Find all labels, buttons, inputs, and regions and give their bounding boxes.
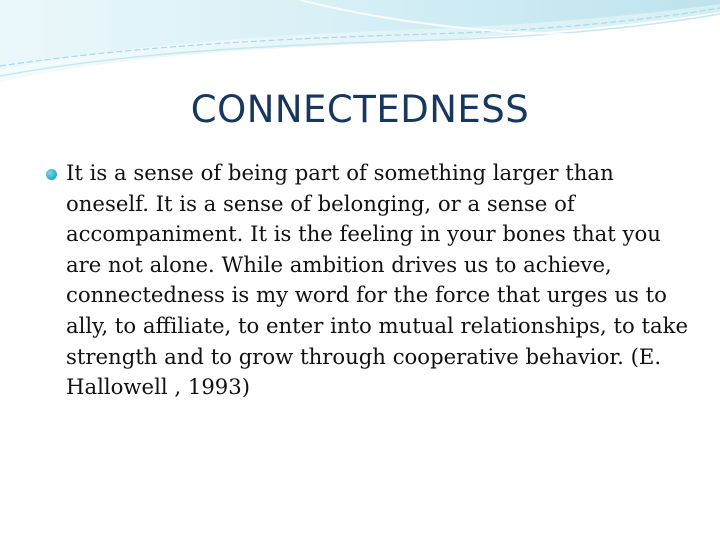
bullet-text: It is a sense of being part of something larger than oneself. It is a sense of belonging, or a sense of accompaniment. It is the feeling in your bones that you are not alone. While ambition drives us to achieve, connectedness is my word for the force that urges us to ally, to affiliate, to enter into mutual relationships, to take strength and to grow through cooperative behavior. (E. Hallowell , 1993) [66, 160, 689, 400]
header-wave-decoration [0, 0, 720, 90]
round-bullet-icon [46, 169, 57, 180]
slide-title: CONNECTEDNESS [190, 88, 530, 131]
bullet-list [40, 158, 700, 403]
bullet-item [40, 158, 700, 403]
